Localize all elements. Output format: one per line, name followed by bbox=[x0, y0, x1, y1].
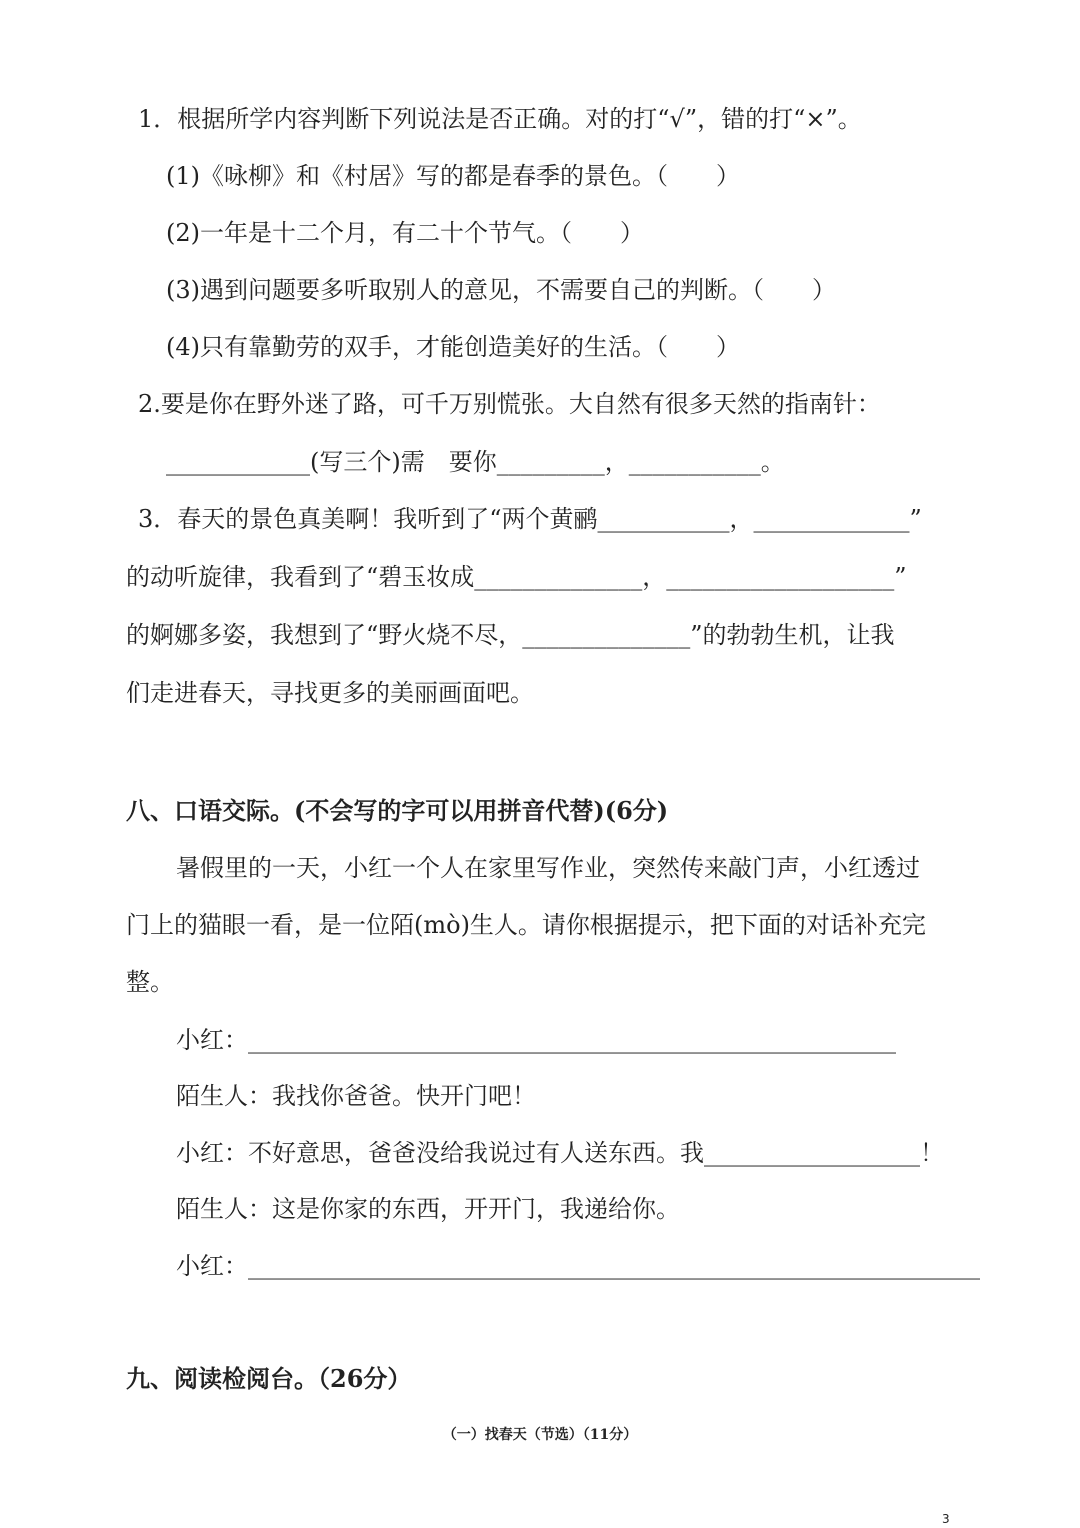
dialogue-line-4: 陌生人：这是你家的东西，开开门，我递给你。 bbox=[176, 1195, 680, 1223]
section-9-heading: 九、阅读检阅台。（26分） bbox=[126, 1364, 412, 1393]
q2-prompt: 2.要是你在野外迷了路，可千万别慌张。大自然有很多天然的指南针： bbox=[138, 390, 881, 418]
dialogue-line-3: 小红：不好意思，爸爸没给我说过有人送东西。我__________________！ bbox=[176, 1139, 944, 1167]
section-8-paragraph-line-2: 门上的猫眼一看，是一位陌(mò)生人。请你根据提示，把下面的对话补充完 bbox=[126, 911, 926, 939]
q3-line-2: 的动听旋律，我看到了“碧玉妆成______________，___________________” bbox=[126, 563, 907, 591]
dialogue-line-1: 小红：______________________________________________________ bbox=[176, 1026, 896, 1054]
section-8-heading: 八、口语交际。(不会写的字可以用拼音代替)(6分) bbox=[126, 796, 669, 825]
section-8-paragraph-line-1: 暑假里的一天，小红一个人在家里写作业，突然传来敲门声，小红透过 bbox=[176, 854, 920, 882]
reading-subheading: （一）找春天（节选）（11分） bbox=[442, 1427, 638, 1443]
q3-line-1: 3．春天的景色真美啊！我听到了“两个黄鹂___________，_____________” bbox=[138, 505, 922, 533]
dialogue-line-5: 小红：_____________________________________________________________ bbox=[176, 1252, 980, 1280]
q1-item-2: (2)一年是十二个月，有二十个节气。（ ） bbox=[166, 219, 644, 247]
q1-item-3: (3)遇到问题要多听取别人的意见，不需要自己的判断。（ ） bbox=[166, 276, 836, 304]
q3-line-4: 们走进春天，寻找更多的美丽画面吧。 bbox=[126, 679, 534, 707]
q2-blank-line: ____________(写三个)需 要你_________，___________。 bbox=[166, 448, 785, 476]
page-number: 3 bbox=[942, 1512, 950, 1526]
q3-line-3: 的婀娜多姿，我想到了“野火烧不尽，______________”的勃勃生机，让我 bbox=[126, 621, 895, 649]
section-8-paragraph-line-3: 整。 bbox=[126, 968, 174, 996]
q1-item-4: (4)只有靠勤劳的双手，才能创造美好的生活。（ ） bbox=[166, 333, 740, 361]
q1-item-1: (1)《咏柳》和《村居》写的都是春季的景色。（ ） bbox=[166, 162, 740, 190]
dialogue-line-2: 陌生人：我找你爸爸。快开门吧！ bbox=[176, 1082, 536, 1110]
q1-prompt: 1．根据所学内容判断下列说法是否正确。对的打“√”，错的打“×”。 bbox=[138, 105, 862, 133]
